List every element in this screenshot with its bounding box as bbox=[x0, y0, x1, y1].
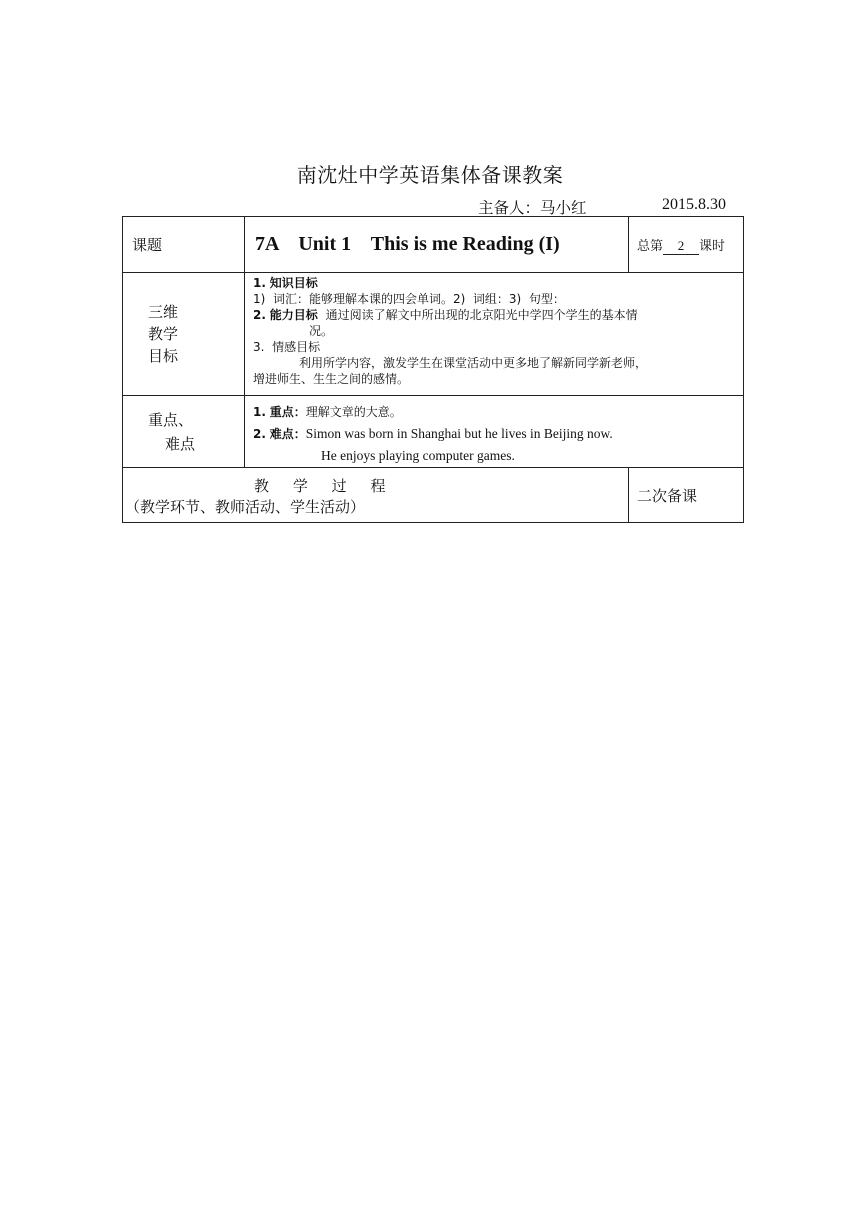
item-body: Simon was born in Shanghai but he lives in Beijing now. bbox=[305, 426, 613, 441]
period bbox=[637, 239, 725, 254]
period-number: 2 bbox=[663, 238, 699, 255]
objectives-content bbox=[245, 273, 744, 396]
second-prep-label: 二次备课 bbox=[637, 486, 698, 505]
lesson-plan-table bbox=[122, 216, 744, 523]
page-title: 南沈灶中学英语集体备课教案 bbox=[296, 163, 564, 187]
period-cell bbox=[629, 217, 744, 273]
second-prep-cell bbox=[629, 468, 744, 523]
period-suffix: 课时 bbox=[699, 238, 726, 254]
item-head: 能力目标 bbox=[269, 308, 318, 322]
objective-knowledge-head bbox=[253, 275, 737, 291]
row-key-points bbox=[123, 396, 744, 468]
objectives-label-line1: 三维 bbox=[148, 303, 179, 321]
objective-ability bbox=[253, 307, 737, 323]
process-cell bbox=[123, 468, 629, 523]
topic-label-cell bbox=[123, 217, 245, 273]
period-prefix: 总第 bbox=[637, 238, 664, 254]
objective-ability-cont: 况。 bbox=[309, 324, 334, 338]
item-head: 重点： bbox=[269, 405, 306, 419]
item-head: 知识目标 bbox=[269, 276, 318, 290]
objectives-label-line3: 目标 bbox=[148, 347, 179, 365]
keypoints-label-line2: 难点 bbox=[165, 434, 196, 453]
keypoints-label-line1: 重点、 bbox=[148, 410, 194, 429]
difficult-point-cont: He enjoys playing computer games. bbox=[321, 448, 515, 463]
objective-knowledge-body: 1) 词汇：能够理解本课的四会单词。2) 词组：3) 句型： bbox=[253, 292, 565, 306]
lesson-cell bbox=[245, 217, 629, 273]
item-body: 通过阅读了解文中所出现的北京阳光中学四个学生的基本情 bbox=[325, 308, 638, 322]
lesson-title: 7A Unit 1 This is me Reading (I) bbox=[255, 233, 560, 255]
item-num: 1. bbox=[253, 276, 266, 290]
preparer: 主备人：马小红 bbox=[478, 199, 587, 217]
process-title: 教 学 过 程 bbox=[254, 477, 386, 495]
objective-emotion-body1: 利用所学内容，激发学生在课堂活动中更多地了解新同学新老师， bbox=[299, 356, 648, 370]
difficult-point bbox=[253, 423, 737, 445]
meta-line bbox=[478, 196, 726, 218]
process-subtitle: （教学环节、教师活动、学生活动） bbox=[125, 498, 366, 516]
item-num: 2. bbox=[253, 308, 266, 322]
row-objectives bbox=[123, 273, 744, 396]
topic-label: 课题 bbox=[132, 236, 163, 254]
item-num: 1. bbox=[253, 405, 266, 419]
row-process bbox=[123, 468, 744, 523]
objectives-label-cell bbox=[123, 273, 245, 396]
item-head: 难点： bbox=[269, 427, 306, 441]
objective-emotion-head: 3. 情感目标 bbox=[253, 340, 321, 354]
objectives-label-line2: 教学 bbox=[148, 325, 179, 343]
keypoints-content bbox=[245, 396, 744, 468]
item-body: 理解文章的大意。 bbox=[305, 405, 402, 419]
date: 2015.8.30 bbox=[662, 196, 726, 213]
key-point bbox=[253, 401, 737, 423]
item-num: 2. bbox=[253, 427, 266, 441]
keypoints-label bbox=[123, 408, 244, 456]
row-topic bbox=[123, 217, 744, 273]
keypoints-label-cell bbox=[123, 396, 245, 468]
objective-emotion-body2: 增进师生、生生之间的感情。 bbox=[253, 372, 410, 386]
objectives-label bbox=[123, 301, 244, 367]
